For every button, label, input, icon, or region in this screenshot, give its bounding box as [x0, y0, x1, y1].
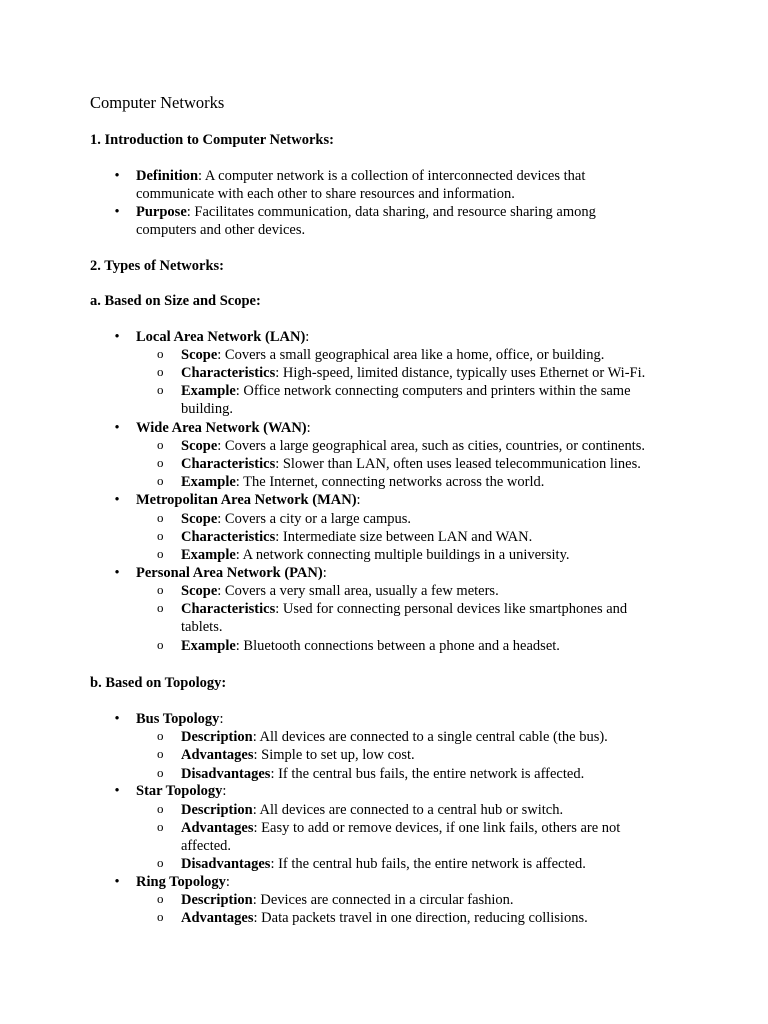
- sub-item-man-characteristics: o Characteristics: Intermediate size between LAN and WAN.: [157, 528, 533, 545]
- sub-item-ring-advantages: o Advantages: Data packets travel in one direction, reducing collisions.: [157, 909, 588, 926]
- sub-item-wan-scope: o Scope: Covers a large geographical area, such as cities, countries, or continents.: [157, 437, 645, 454]
- list-item-definition: • Definition: A computer network is a collection of interconnected devices that communicate with each other to share resources and information.: [136, 167, 696, 203]
- sub-marker: o: [157, 455, 164, 470]
- bullet-marker: •: [114, 874, 120, 890]
- sub-item-wan-characteristics: o Characteristics: Slower than LAN, often uses leased telecommunication lines.: [157, 455, 641, 472]
- bullet-marker: •: [114, 420, 120, 436]
- list-item-wan: • Wide Area Network (WAN):: [136, 419, 696, 437]
- sub-marker: o: [157, 382, 164, 397]
- sub-marker: o: [157, 909, 164, 924]
- bullet-marker: •: [114, 204, 120, 220]
- sub-marker: o: [157, 473, 164, 488]
- bullet-marker: •: [114, 492, 120, 508]
- list-item-bus: • Bus Topology:: [136, 710, 696, 728]
- sub-marker: o: [157, 528, 164, 543]
- sub-item-star-description: o Description: All devices are connected to a central hub or switch.: [157, 801, 564, 818]
- term-label: Definition: [136, 168, 199, 184]
- sub-item-lan-scope: o Scope: Covers a small geographical area like a home, office, or building.: [157, 346, 605, 363]
- bullet-marker: •: [114, 329, 120, 345]
- sub-marker: o: [157, 600, 164, 615]
- bullet-marker: •: [114, 711, 120, 727]
- bullet-marker: •: [114, 783, 120, 799]
- sub-item-wan-example: o Example: The Internet, connecting networks across the world.: [157, 473, 545, 490]
- list-item-ring: • Ring Topology:: [136, 873, 696, 891]
- sub-marker: o: [157, 746, 164, 761]
- bullet-marker: •: [114, 565, 120, 581]
- sub-item-bus-description: o Description: All devices are connected to a single central cable (the bus).: [157, 728, 608, 745]
- subsection-heading-topology: b. Based on Topology:: [90, 675, 227, 691]
- sub-marker: o: [157, 437, 164, 452]
- sub-marker: o: [157, 546, 164, 561]
- section-heading-types: 2. Types of Networks:: [90, 258, 224, 274]
- bullet-marker: •: [114, 168, 120, 184]
- sub-item-pan-characteristics: o Characteristics: Used for connecting personal devices like smartphones and tablets.: [157, 600, 628, 635]
- sub-item-lan-example: o Example: Office network connecting computers and printers within the same building.: [157, 382, 631, 417]
- section-heading-intro: 1. Introduction to Computer Networks:: [90, 132, 334, 148]
- sub-item-ring-description: o Description: Devices are connected in a circular fashion.: [157, 891, 514, 908]
- sub-item-bus-advantages: o Advantages: Simple to set up, low cost.: [157, 746, 415, 763]
- sub-item-pan-example: o Example: Bluetooth connections between a phone and a headset.: [157, 637, 560, 654]
- list-item-star: • Star Topology:: [136, 782, 696, 800]
- sub-item-pan-scope: o Scope: Covers a very small area, usually a few meters.: [157, 582, 499, 599]
- sub-marker: o: [157, 346, 164, 361]
- sub-marker: o: [157, 801, 164, 816]
- sub-marker: o: [157, 637, 164, 652]
- sub-marker: o: [157, 855, 164, 870]
- list-item-purpose: • Purpose: Facilitates communication, data sharing, and resource sharing among computers and other devices.: [136, 203, 696, 239]
- sub-item-star-disadvantages: o Disadvantages: If the central hub fails, the entire network is affected.: [157, 855, 586, 872]
- term-label: Purpose: [136, 204, 187, 220]
- sub-marker: o: [157, 819, 164, 834]
- list-item-pan: • Personal Area Network (PAN):: [136, 564, 696, 582]
- sub-marker: o: [157, 765, 164, 780]
- sub-marker: o: [157, 510, 164, 525]
- sub-item-man-example: o Example: A network connecting multiple buildings in a university.: [157, 546, 570, 563]
- subsection-heading-size: a. Based on Size and Scope:: [90, 293, 261, 309]
- sub-marker: o: [157, 582, 164, 597]
- document-title: Computer Networks: [90, 93, 225, 112]
- sub-item-bus-disadvantages: o Disadvantages: If the central bus fails, the entire network is affected.: [157, 765, 585, 782]
- sub-item-lan-characteristics: o Characteristics: High-speed, limited distance, typically uses Ethernet or Wi-Fi.: [157, 364, 646, 381]
- list-item-lan: • Local Area Network (LAN):: [136, 328, 696, 346]
- sub-item-star-advantages: o Advantages: Easy to add or remove devices, if one link fails, others are not affected.: [157, 819, 621, 854]
- list-item-man: • Metropolitan Area Network (MAN):: [136, 491, 696, 509]
- sub-item-man-scope: o Scope: Covers a city or a large campus.: [157, 510, 412, 527]
- sub-marker: o: [157, 891, 164, 906]
- sub-marker: o: [157, 364, 164, 379]
- sub-marker: o: [157, 728, 164, 743]
